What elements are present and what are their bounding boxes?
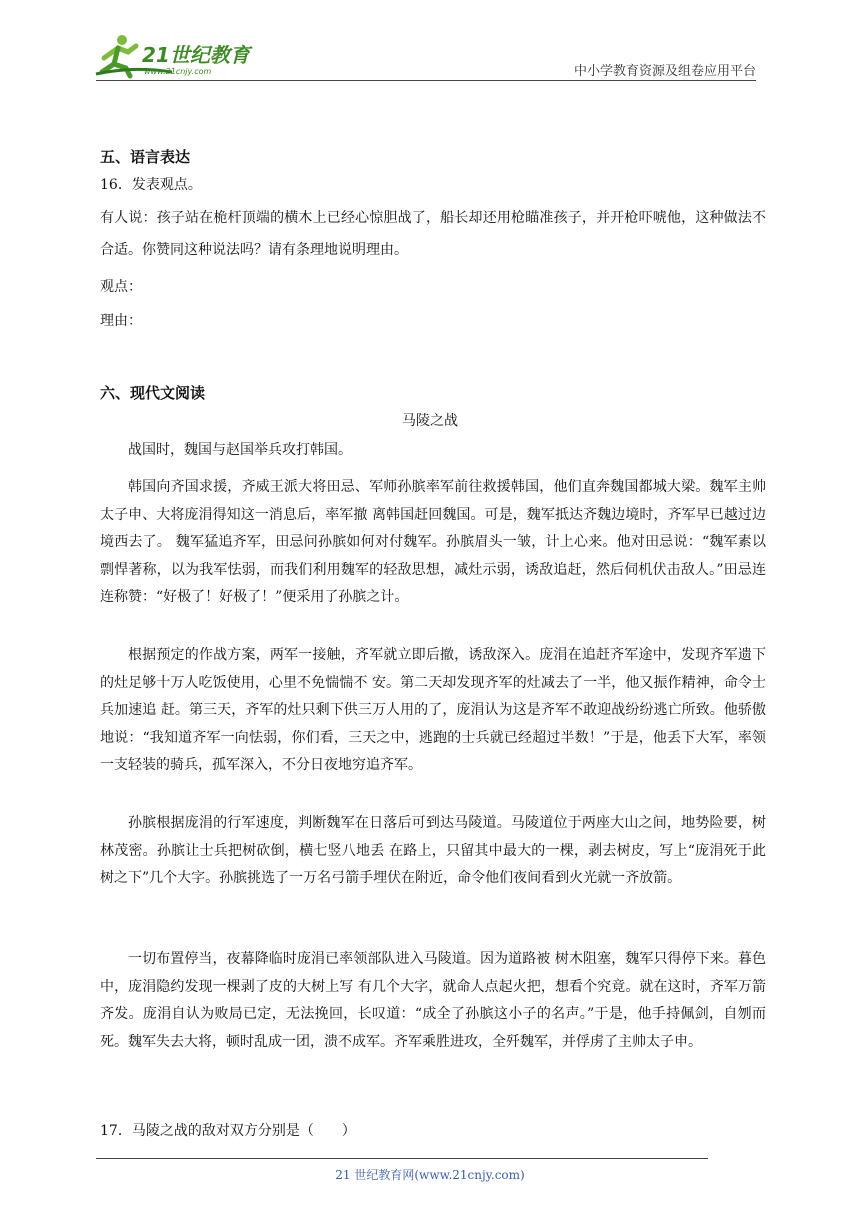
article-paragraph-4: 孙膑根据庞涓的行军速度，判断魏军在日落后可到达马陵道。马陵道位于两座大山之间，地势险要，树林茂密。孙膑让士兵把树砍倒，横七竖八地丢 在路上，只留其中最大的一棵，剥去树皮，写上“庞涓死于此树之下”几个大字。孙膑挑选了一万名弓箭手埋伏在附近，命令他们夜间看到火光就一齐放箭。 (100, 815, 766, 886)
question-17: 17．马陵之战的敌对双方分别是（ ） (100, 1123, 356, 1139)
logo-text: 21世纪教育 (142, 43, 250, 67)
site-logo (92, 30, 262, 80)
article-paragraph-2: 韩国向齐国求援，齐威王派大将田忌、军师孙膑率军前往救援韩国，他们直奔魏国都城大梁。魏军主帅太子申、大将庞涓得知这一消息后，率军撤 离韩国赶回魏国。可是，魏军抵达齐魏边境时，齐军早已越过边境西去了。 魏军猛追齐军，田忌问孙膑如何对付魏军。孙膑眉头一皱，计上心来。他对田忌说：“魏军素以剽悍著称，以为我军怯弱，而我们利用魏军的轻敌思想，减灶示弱，诱敌追赶，然后伺机伏击敌人。”田忌连连称赞：“好极了！好极了！”便采用了孙膑之计。 (100, 479, 766, 605)
header-divider (96, 80, 756, 81)
article-paragraph-1: 战国时，魏国与赵国举兵攻打韩国。 (128, 442, 352, 458)
viewpoint-label: 观点： (100, 279, 142, 295)
question-16: 16．发表观点。 (100, 177, 202, 193)
article-title: 马陵之战 (402, 413, 458, 429)
article-paragraph-5: 一切布置停当，夜幕降临时庞涓已率领部队进入马陵道。因为道路被 树木阻塞，魏军只得停下来。暮色中，庞涓隐约发现一棵剥了皮的大树上写 有几个大字，就命人点起火把，想看个究竟。就在这时，齐军万箭齐发。庞涓自认为败局已定，无法挽回，长叹道：“成全了孙膑这小子的名声。”于是，他手持佩剑，自刎而死。魏军失去大将，顿时乱成一团，溃不成军。齐军乘胜进攻，全歼魏军，并俘虏了主帅太子申。 (100, 951, 766, 1050)
question-16-prompt: 有人说：孩子站在桅杆顶端的横木上已经心惊胆战了，船长却还用枪瞄准孩子，并开枪吓唬他，这种做法不合适。你赞同这种说法吗？请有条理地说明理由。 (100, 210, 766, 258)
footer-site-link[interactable]: 21 世纪教育网(www.21cnjy.com) (335, 1168, 525, 1182)
reason-label: 理由： (100, 313, 142, 329)
footer-divider (96, 1158, 708, 1159)
header-platform-text: 中小学教育资源及组卷应用平台 (573, 64, 756, 79)
article-paragraph-3: 根据预定的作战方案，两军一接触，齐军就立即后撤，诱敌深入。庞涓在追赶齐军途中，发现齐军遗下的灶足够十万人吃饭使用，心里不免惴惴不 安。第二天却发现齐军的灶减去了一半，他又振作精神，命令士兵加速追 赶。第三天，齐军的灶只剩下供三万人用的了，庞涓认为这是齐军不敢迎战纷纷逃亡所致。他骄傲地说：“我知道齐军一向怯弱，你们看，三天之中，逃跑的士兵就已经超过半数！”于是，他丢下大军，率领一支轻装的骑兵，孤军深入，不分日夜地穷追齐军。 (100, 647, 766, 773)
section6-heading: 六、现代文阅读 (100, 384, 206, 402)
logo-url: www.21cnjy.com (144, 67, 212, 76)
section5-heading: 五、语言表达 (100, 148, 191, 166)
